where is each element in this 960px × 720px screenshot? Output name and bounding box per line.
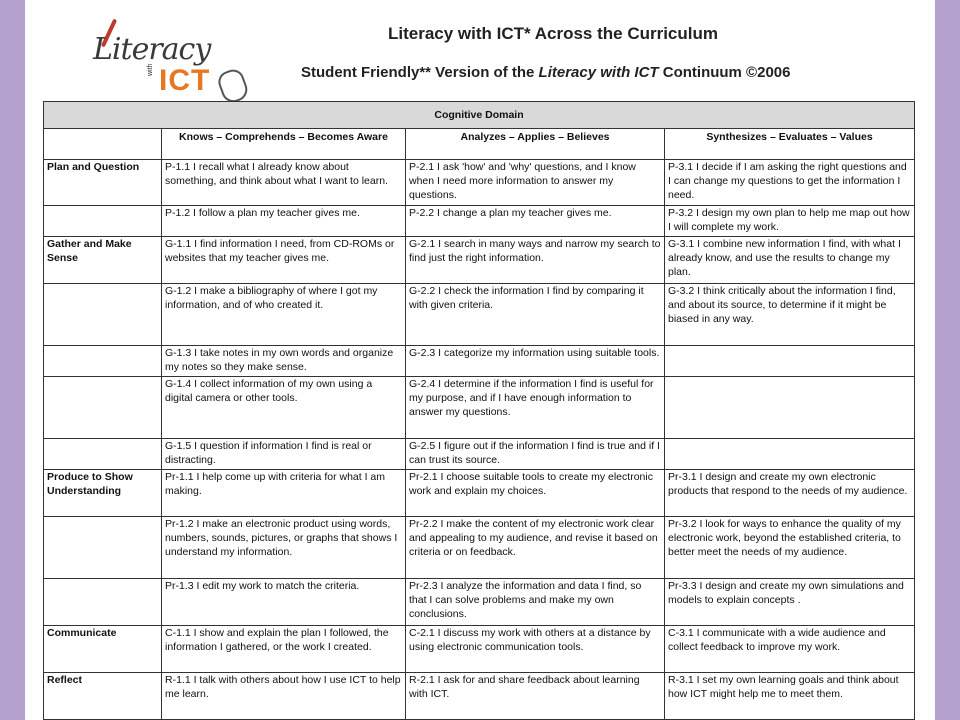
domain-header: Cognitive Domain: [44, 102, 915, 129]
table-cell: C-1.1 I show and explain the plan I followed, the information I gathered, or the work I created.: [162, 626, 406, 673]
table-cell: R-3.1 I set my own learning goals and think about how ICT might help me to meet them.: [665, 673, 915, 720]
table-cell: Pr-2.1 I choose suitable tools to create my electronic work and explain my choices.: [406, 470, 665, 517]
table-row: [44, 346, 915, 377]
table-cell: P-2.1 I ask 'how' and 'why' questions, and I know when I need more information to answer my questions.: [406, 160, 665, 206]
table-cell: G-2.2 I check the information I find by comparing it with given criteria.: [406, 284, 665, 346]
column-header-blank: [44, 129, 162, 160]
category-cell: Reflect: [44, 673, 162, 720]
table-cell: G-1.1 I find information I need, from CD-ROMs or websites that my teacher gives me.: [162, 237, 406, 284]
logo-word-ict: ICT: [159, 64, 211, 97]
table-cell: R-1.1 I talk with others about how I use ICT to help me learn.: [162, 673, 406, 720]
table-row: [44, 673, 915, 720]
table-cell: G-1.3 I take notes in my own words and organize my notes so they make sense.: [162, 346, 406, 377]
category-cell: [44, 439, 162, 470]
table-row: [44, 517, 915, 579]
category-cell: Plan and Question: [44, 160, 162, 206]
table-row: [44, 237, 915, 284]
table-cell: Pr-3.3 I design and create my own simulations and models to explain concepts .: [665, 579, 915, 626]
table-cell: Pr-2.2 I make the content of my electronic work clear and appealing to my audience, and revise it based on criteria or on feedback.: [406, 517, 665, 579]
table-row: [44, 439, 915, 470]
category-cell: [44, 284, 162, 346]
table-cell: G-1.4 I collect information of my own using a digital camera or other tools.: [162, 377, 406, 439]
table-cell: G-2.4 I determine if the information I find is useful for my purpose, and if I have enough information to answer my questions.: [406, 377, 665, 439]
table-cell: G-3.2 I think critically about the information I find, and about its source, to determine if it might be biased in any way.: [665, 284, 915, 346]
table-row: [44, 626, 915, 673]
column-header-synthesizes: Synthesizes – Evaluates – Values: [665, 129, 915, 160]
table-cell: G-3.1 I combine new information I find, with what I already know, and use the results to change my plan.: [665, 237, 915, 284]
table-cell: Pr-1.1 I help come up with criteria for what I am making.: [162, 470, 406, 517]
table-row: [44, 377, 915, 439]
category-cell: Communicate: [44, 626, 162, 673]
category-cell: [44, 579, 162, 626]
category-cell: Gather and Make Sense: [44, 237, 162, 284]
column-header-analyzes: Analyzes – Applies – Believes: [406, 129, 665, 160]
column-header-knows: Knows – Comprehends – Becomes Aware: [162, 129, 406, 160]
table-cell: G-1.5 I question if information I find is real or distracting.: [162, 439, 406, 470]
table-row: [44, 284, 915, 346]
table-cell: Pr-1.2 I make an electronic product using words, numbers, sounds, pictures, or graphs that shows I understand my information.: [162, 517, 406, 579]
table-row: [44, 579, 915, 626]
page-title: Literacy with ICT* Across the Curriculum: [388, 24, 718, 43]
table-cell: C-2.1 I discuss my work with others at a distance by using electronic communication tools.: [406, 626, 665, 673]
table-cell: [665, 439, 915, 470]
table-cell: C-3.1 I communicate with a wide audience and collect feedback to improve my work.: [665, 626, 915, 673]
table-cell: G-1.2 I make a bibliography of where I got my information, and of who created it.: [162, 284, 406, 346]
table-cell: [665, 377, 915, 439]
table-cell: [665, 346, 915, 377]
table-cell: Pr-3.1 I design and create my own electronic products that respond to the needs of my audience.: [665, 470, 915, 517]
table-cell: Pr-2.3 I analyze the information and data I find, so that I can solve problems and make my own conclusions.: [406, 579, 665, 626]
table-row: [44, 160, 915, 206]
page-subtitle: Student Friendly** Version of the Literacy with ICT Continuum ©2006: [301, 64, 791, 81]
table-cell: Pr-3.2 I look for ways to enhance the quality of my electronic work, beyond the established criteria, to better meet the needs of my audience.: [665, 517, 915, 579]
category-cell: [44, 206, 162, 237]
category-cell: [44, 346, 162, 377]
table-cell: P-3.1 I decide if I am asking the right questions and I can change my questions to get the information I need.: [665, 160, 915, 206]
continuum-table: [43, 101, 915, 720]
table-cell: P-3.2 I design my own plan to help me map out how I will complete my work.: [665, 206, 915, 237]
mouse-icon: [215, 67, 250, 106]
logo-word-literacy: Literacy: [93, 32, 211, 67]
category-cell: [44, 517, 162, 579]
document-page: [25, 0, 935, 720]
table-cell: Pr-1.3 I edit my work to match the criteria.: [162, 579, 406, 626]
table-row: [44, 470, 915, 517]
table-cell: P-1.2 I follow a plan my teacher gives me.: [162, 206, 406, 237]
table-cell: G-2.5 I figure out if the information I find is true and if I can trust its source.: [406, 439, 665, 470]
table-cell: G-2.3 I categorize my information using suitable tools.: [406, 346, 665, 377]
table-row: [44, 206, 915, 237]
category-cell: Produce to Show Understanding: [44, 470, 162, 517]
literacy-ict-logo: [87, 12, 257, 102]
table-cell: P-1.1 I recall what I already know about something, and think about what I want to learn.: [162, 160, 406, 206]
table-cell: R-2.1 I ask for and share feedback about learning with ICT.: [406, 673, 665, 720]
category-cell: [44, 377, 162, 439]
table-cell: P-2.2 I change a plan my teacher gives me.: [406, 206, 665, 237]
table-cell: G-2.1 I search in many ways and narrow my search to find just the right information.: [406, 237, 665, 284]
logo-word-with: with: [147, 63, 154, 76]
